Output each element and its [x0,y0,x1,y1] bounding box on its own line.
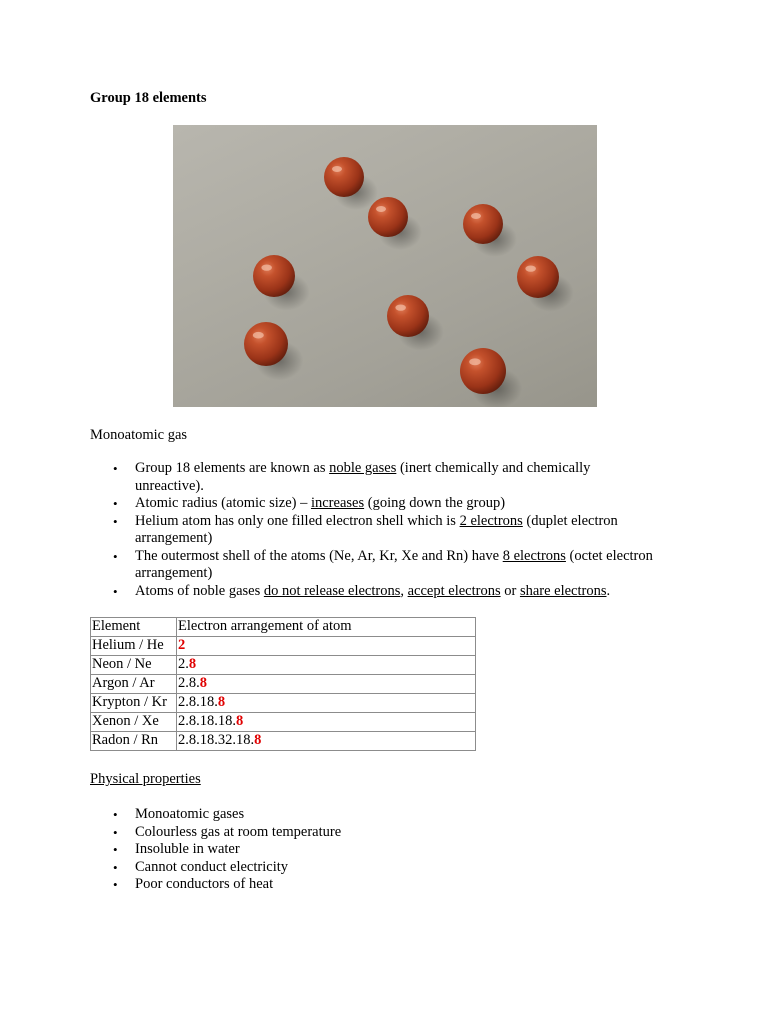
atom-ball [517,256,559,298]
electron-arrangement-cell [177,637,476,656]
valence-electrons: 8 [254,732,262,748]
list-item [90,460,690,495]
section-heading-monoatomic: Monoatomic gas [90,427,188,443]
list-item [90,583,690,601]
balls-illustration [173,125,597,407]
atom-ball [460,348,506,394]
header-arrangement: Electron arrangement of atom [177,618,476,637]
valence-electrons: 8 [236,713,244,729]
electron-arrangement-cell [177,656,476,675]
arrangement-prefix: 2.8. [178,675,200,691]
text-continuation: unreactive). [135,477,204,494]
ball-highlight [376,206,386,212]
table-row [91,656,476,675]
arrangement-prefix: 2.8.18.18. [178,713,236,729]
underlined-term: share electrons [519,582,607,599]
header-element: Element [91,618,177,637]
valence-electrons: 8 [199,675,207,691]
element-name-cell: Radon / Rn [91,732,177,751]
text-segment: (going down the group) [364,495,506,511]
list-item [90,548,690,583]
text-segment: . [606,582,611,599]
table-row [91,732,476,751]
underlined-term: 8 electrons [502,547,566,564]
list-item: • Insoluble in water [90,841,690,859]
valence-electrons: 8 [217,694,226,710]
ball-highlight [261,264,272,270]
underlined-term: increases [310,495,365,511]
electron-arrangement-table [90,617,476,751]
noble-gas-model-photo [173,125,597,407]
list-item: • Monoatomic gases [90,806,690,824]
electron-arrangement-cell [177,713,476,732]
underlined-term: noble gases [329,460,397,476]
ball-highlight [469,358,481,365]
physical-properties-list [90,806,690,894]
atom-ball [253,255,295,297]
text-continuation: arrangement) [135,565,213,581]
text-segment: Helium atom has only one filled electron shell which is [135,512,460,529]
text-segment: Atoms of noble gases [135,582,264,599]
arrangement-prefix: 2.8.18. [178,694,218,710]
section-heading-physical: Physical properties [90,771,201,787]
table-header-row [91,618,476,637]
text-segment: Atomic radius (atomic size) – [135,495,311,511]
list-item [90,495,690,513]
element-name-cell: Xenon / Xe [91,713,177,732]
text-segment: (inert chemically and chemically [396,460,591,476]
ball-highlight [332,166,342,172]
electron-arrangement-cell [177,732,476,751]
list-item: • Colourless gas at room temperature [90,824,690,842]
valence-electrons: 8 [188,656,197,672]
element-name-cell: Helium / He [91,637,177,656]
table-row [91,694,476,713]
arrangement-prefix: 2. [178,656,189,672]
text-segment: (duplet electron [522,512,618,529]
underlined-term: do not release electrons [263,582,401,599]
arrangement-prefix: 2.8.18.32.18. [178,732,255,748]
electron-arrangement-cell [177,694,476,713]
properties-list [90,460,690,600]
atom-ball [244,322,288,366]
text-segment: or [500,582,520,599]
list-item: • Cannot conduct electricity [90,859,690,877]
element-name-cell: Argon / Ar [91,675,177,694]
ball-highlight [395,304,406,310]
list-item: • Poor conductors of heat [90,876,690,894]
text-continuation: arrangement) [135,530,213,546]
ball-highlight [253,332,264,339]
text-segment: , [400,582,408,599]
underlined-term: 2 electrons [459,512,523,529]
atom-ball [368,197,408,237]
underlined-term: accept electrons [407,582,501,599]
table-row [91,713,476,732]
text-segment: Group 18 elements are known as [135,460,330,476]
ball-highlight [525,265,536,271]
table-row [91,675,476,694]
table-row [91,637,476,656]
text-segment: The outermost shell of the atoms (Ne, Ar, Kr, Xe and Rn) have [135,547,503,564]
list-item [90,513,690,548]
atom-ball [463,204,503,244]
text-segment: (octet electron [565,547,653,564]
atom-ball [324,157,364,197]
page-title: Group 18 elements [90,90,207,106]
atom-ball [387,295,429,337]
valence-electrons: 2 [178,637,186,653]
ball-highlight [471,213,481,219]
element-name-cell: Krypton / Kr [91,694,177,713]
electron-arrangement-cell [177,675,476,694]
element-name-cell: Neon / Ne [91,656,177,675]
